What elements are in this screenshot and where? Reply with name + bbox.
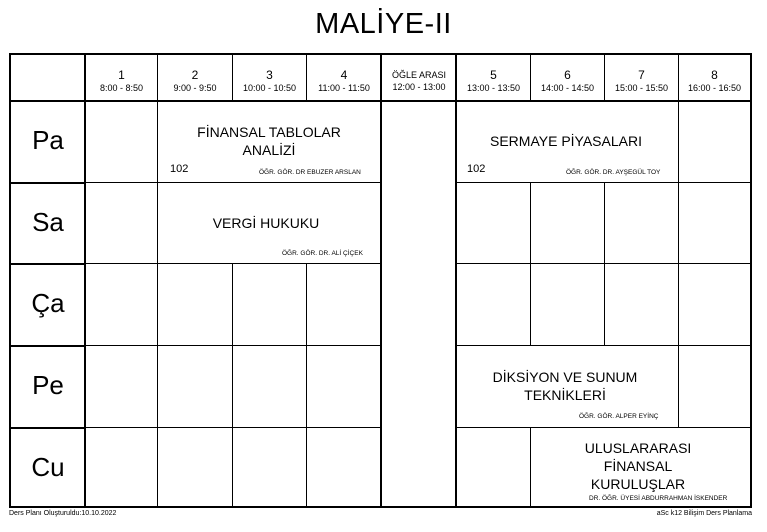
- course-teacher: ÖĞR. GÖR. DR. ALİ ÇİÇEK: [282, 250, 363, 257]
- day-label-pe: Pe: [32, 370, 64, 400]
- cell-divider: [306, 346, 307, 428]
- period-time: 8:00 - 8:50: [99, 83, 144, 93]
- day-label-sa: Sa: [32, 207, 64, 237]
- cell-divider: [678, 183, 679, 264]
- day-label-cu: Cu: [31, 452, 65, 482]
- period-time: 16:00 - 16:50: [687, 83, 742, 93]
- day-column-divider: [84, 55, 86, 506]
- row-divider: [85, 263, 381, 264]
- cell-divider: [678, 264, 679, 346]
- period-number: 2: [191, 68, 199, 82]
- lunch-right-divider: [455, 55, 457, 506]
- period-header-8: [679, 55, 750, 101]
- cell-divider: [232, 428, 233, 506]
- lunch-time: 12:00 - 13:00: [392, 82, 446, 92]
- day-label-ca: Ça: [31, 288, 65, 318]
- cell-divider: [157, 428, 158, 506]
- day-label-pa: Pa: [32, 125, 64, 155]
- course-teacher: ÖĞR. GÖR. ALPER EYİNÇ: [579, 413, 659, 420]
- row-divider: [85, 427, 381, 428]
- cell-divider: [157, 264, 158, 346]
- period-time: 15:00 - 15:50: [614, 83, 669, 93]
- cell-divider: [604, 264, 605, 346]
- course-room: 102: [467, 163, 486, 175]
- period-number: 8: [711, 68, 718, 82]
- cell-divider: [678, 346, 679, 428]
- period-header-2: [158, 55, 232, 101]
- cell-divider: [530, 428, 531, 506]
- cell-divider: [157, 346, 158, 428]
- period-number: 4: [340, 68, 348, 82]
- period-time: 13:00 - 13:50: [466, 83, 521, 93]
- row-divider: [85, 345, 381, 346]
- period-number: 5: [490, 68, 497, 82]
- period-time: 11:00 - 11:50: [318, 83, 370, 93]
- period-header-4: [307, 55, 381, 101]
- period-number: 7: [638, 68, 645, 82]
- period-header-6: [531, 55, 604, 101]
- period-time: 9:00 - 9:50: [173, 83, 217, 93]
- period-header-5: [457, 55, 530, 101]
- cell-divider: [157, 183, 158, 264]
- row-divider: [11, 345, 85, 347]
- period-number: 6: [564, 68, 571, 82]
- course-title: SERMAYE PİYASALARI: [490, 133, 642, 149]
- period-number: 1: [118, 68, 125, 82]
- cell-divider: [604, 183, 605, 264]
- footer-created-date: Ders Planı Oluşturuldu:10.10.2022: [9, 510, 117, 517]
- cell-divider: [232, 264, 233, 346]
- row-divider: [457, 427, 750, 428]
- course-title: VERGİ HUKUKU: [212, 215, 320, 231]
- cell-divider: [306, 428, 307, 506]
- period-header-3: [233, 55, 306, 101]
- row-divider: [11, 182, 85, 184]
- cell-divider: [306, 264, 307, 346]
- row-divider: [11, 263, 85, 265]
- course-room: 102: [170, 163, 189, 175]
- cell-divider: [530, 264, 531, 346]
- course-teacher: DR. ÖĞR. ÜYESİ ABDURRAHMAN İSKENDER: [589, 495, 728, 502]
- row-divider: [11, 427, 85, 429]
- lunch-header: [382, 55, 456, 101]
- period-header-7: [605, 55, 678, 101]
- footer-software: aSc k12 Bilişim Ders Planlama: [656, 510, 752, 517]
- cell-divider: [678, 102, 679, 182]
- cell-divider: [232, 346, 233, 428]
- lunch-label: ÖĞLE ARASI: [391, 70, 447, 80]
- period-header-1: [85, 55, 158, 101]
- timetable-grid: [9, 53, 752, 508]
- period-number: 3: [266, 68, 273, 82]
- cell-divider: [530, 183, 531, 264]
- course-title: FİNANSAL TABLOLAR ANALİZİ: [197, 124, 341, 158]
- row-divider: [85, 182, 381, 183]
- course-teacher: ÖĞR. GÖR. DR EBUZER ARSLAN: [259, 169, 361, 176]
- page-title: MALİYE-II: [315, 8, 452, 40]
- course-teacher: ÖĞR. GÖR. DR. AYŞEGÜL TOY: [566, 169, 661, 176]
- course-title: DİKSİYON VE SUNUM TEKNİKLERİ: [492, 369, 638, 403]
- course-title: ULUSLARARASI FİNANSAL KURULUŞLAR: [584, 440, 692, 492]
- cell-divider: [157, 102, 158, 182]
- lunch-left-divider: [380, 55, 382, 506]
- period-time: 10:00 - 10:50: [242, 83, 297, 93]
- period-time: 14:00 - 14:50: [540, 83, 595, 93]
